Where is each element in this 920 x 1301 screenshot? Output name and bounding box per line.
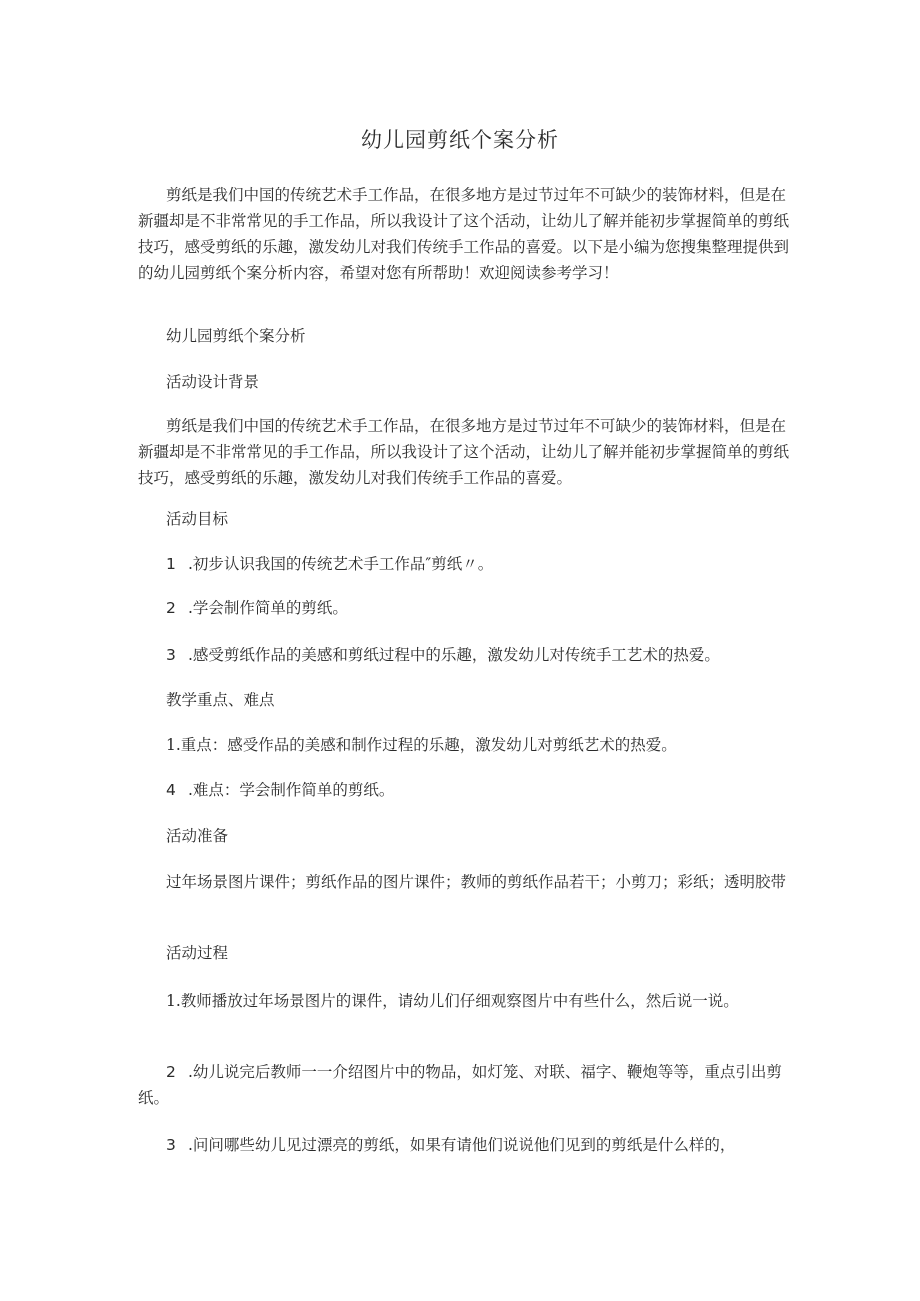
subtitle: 幼儿园剪纸个案分析 [166, 327, 306, 345]
key-point-2 [138, 777, 798, 803]
goals-heading: 活动目标 [166, 510, 229, 528]
document-title: 幼儿园剪纸个案分析 [361, 128, 559, 152]
goal-number: 2 [166, 599, 176, 617]
goal-text: .初步认识我国的传统艺术手工作品″剪纸〃。 [188, 555, 494, 573]
process-step-1 [138, 988, 798, 1014]
process-step-text: .幼儿说完后教师一一介绍图片中的物品，如灯笼、对联、福字、鞭炮等等，重点引出剪纸。 [138, 1063, 782, 1107]
process-step-number: 3 [166, 1136, 176, 1154]
goal-item-3 [138, 642, 798, 668]
goal-item-2 [138, 595, 798, 621]
goal-text: .感受剪纸作品的美感和剪纸过程中的乐趣，激发幼儿对传统手工艺术的热爱。 [188, 646, 720, 664]
intro-paragraph: 剪纸是我们中国的传统艺术手工作品，在很多地方是过节过年不可缺少的装饰材料，但是在新疆却是不非常常见的手工作品，所以我设计了这个活动，让幼儿了解并能初步掌握简单的剪纸技巧，感受剪纸的乐趣，激发幼儿对我们传统手工作品的喜爱。以下是小编为您搜集整理提供到的幼儿园剪纸个案分析内容，希望对您有所帮助！欢迎阅读参考学习！ [138, 186, 790, 282]
prep-paragraph: 过年场景图片课件；剪纸作品的图片课件；教师的剪纸作品若干；小剪刀；彩纸；透明胶带 [166, 873, 787, 891]
goal-item-1 [138, 551, 798, 577]
goal-number: 1 [166, 555, 176, 573]
key-point-text: 1.重点：感受作品的美感和制作过程的乐趣，激发幼儿对剪纸艺术的热爱。 [166, 736, 677, 754]
key-point-number: 4 [166, 781, 176, 799]
process-heading: 活动过程 [166, 944, 229, 962]
process-step-text: 1.教师播放过年场景图片的课件，请幼儿们仔细观察图片中有些什么，然后说一说。 [166, 992, 739, 1010]
key-point-1 [138, 732, 798, 758]
background-heading: 活动设计背景 [166, 373, 260, 391]
process-step-text: .问问哪些幼儿见过漂亮的剪纸，如果有请他们说说他们见到的剪纸是什么样的， [188, 1136, 736, 1154]
goal-number: 3 [166, 646, 176, 664]
goal-text: .学会制作简单的剪纸。 [188, 599, 348, 617]
process-step-3 [138, 1132, 798, 1158]
key-point-text: .难点：学会制作简单的剪纸。 [188, 781, 395, 799]
process-step-number: 2 [166, 1063, 176, 1081]
prep-heading: 活动准备 [166, 827, 229, 845]
background-paragraph: 剪纸是我们中国的传统艺术手工作品，在很多地方是过节过年不可缺少的装饰材料，但是在新疆却是不非常常见的手工作品，所以我设计了这个活动，让幼儿了解并能初步掌握简单的剪纸技巧，感受剪纸的乐趣，激发幼儿对我们传统手工作品的喜爱。 [138, 417, 790, 487]
key-heading: 教学重点、难点 [166, 691, 275, 709]
process-step-2 [138, 1059, 798, 1111]
